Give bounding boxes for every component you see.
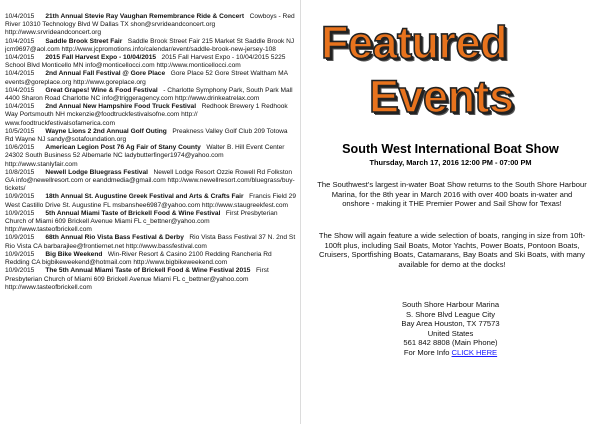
show-title: South West International Boat Show xyxy=(342,142,559,156)
event-date: 10/9/2015 xyxy=(5,209,35,217)
show-description-2: The Show will again feature a wide selection of boats, ranging in size from 10ft-100ft plus, including Sail Boats, Motor Yachts, Power Boats, Pontoon Boats, Cruisers, Sportfishing Boats, Catamarans, Bay Boats and Ski Boats, with many available for demo at the docks! xyxy=(318,231,586,269)
event-name: 18th Annual St. Augustine Greek Festival and Arts & Crafts Fair xyxy=(45,193,244,201)
event-date: 10/4/2015 xyxy=(5,103,35,111)
event-name: 68th Annual Rio Vista Bass Festival & Derby xyxy=(45,234,184,242)
event-date: 10/9/2015 xyxy=(5,267,35,275)
event-date: 10/5/2015 xyxy=(5,127,35,135)
event-name: American Legion Post 76 Ag Fair of Stany County xyxy=(45,144,201,152)
address-line-1: South Shore Harbour Marina xyxy=(401,300,500,309)
event-details: Redhook Brewery 1 Redhook Way Portsmouth NH mckenzie@foodtruckfestivalsofne.com http:// www.foodtruckfestivalsofamerica.com xyxy=(5,103,288,127)
event-entry xyxy=(5,128,297,144)
event-details: Cowboys - Red River 10310 Technology Blvd W Dallas TX shon@srvrideandconcert.org http://www.srvrideandconcert.org xyxy=(5,13,295,37)
event-details: First Presbyterian Church of Miami 609 Brickell Avenue Miami FL c_bettner@yahoo.com http://www.tasteofbrickell.com xyxy=(5,267,269,291)
show-description-1: The Southwest's largest in-water Boat Show returns to the South Shore Harbour Marina, for the 8th year in March 2016 with over 400 boats in-water and onshore - making it THE Premier Power and Sail Show for Texas! xyxy=(317,180,587,209)
event-entry xyxy=(5,210,297,235)
more-info-line xyxy=(301,348,600,358)
address-phone: 561 842 8808 (Main Phone) xyxy=(403,338,498,348)
event-date: 10/4/2015 xyxy=(5,70,35,78)
event-date: 10/4/2015 xyxy=(5,86,35,94)
event-details: Gore Place 52 Gore Street Waltham MA events@goreplace.org http://www.goreplace.org xyxy=(5,70,288,86)
event-entry xyxy=(5,267,297,292)
event-details: - Charlotte Symphony Park, South Park Mall 4400 Sharon Road Charlotte NC info@triggeragency.com http://www.drinkeatrelax.com xyxy=(5,86,293,103)
event-entry xyxy=(5,193,297,209)
event-name: 2nd Annual Fall Festival @ Gore Place xyxy=(45,70,166,78)
event-date: 10/9/2015 xyxy=(5,234,35,242)
event-name: Saddle Brook Street Fair xyxy=(45,37,123,45)
event-entry xyxy=(5,251,297,267)
event-name: 2015 Fall Harvest Expo - 10/04/2015 xyxy=(45,54,157,62)
event-entry xyxy=(5,234,297,250)
event-details: Walter B. Hill Event Center 24302 South Business 52 Albemarle NC ladybutterfinger1974@yahoo.com http://www.stanlyfair.com xyxy=(5,144,285,168)
event-details: Win-River Resort & Casino 2100 Redding Rancheria Rd Redding CA bigbikeweekend@hotmail.com http://www.bigbikeweekend.com xyxy=(5,250,272,267)
event-entry xyxy=(5,169,297,194)
click-here-link[interactable]: CLICK HERE xyxy=(451,347,498,357)
event-name: The 5th Annual Miami Taste of Brickell Food & Wine Festival 2015 xyxy=(45,267,251,275)
event-name: 21th Annual Stevie Ray Vaughan Remembrance Ride & Concert xyxy=(45,13,245,20)
address-line-3: Bay Area Houston, TX 77573 xyxy=(401,319,500,329)
banner-word-featured: Featured xyxy=(321,17,508,68)
event-date: 10/4/2015 xyxy=(5,37,35,45)
event-details: Rio Vista Bass Festival 37 N. 2nd St Rio Vista CA barbarajlee@frontiernet.net http://www.bassfestival.com xyxy=(5,234,296,250)
address-line-2: S. Shore Blvd League City xyxy=(405,309,496,319)
event-name: 5th Annual Miami Taste of Brickell Food & Wine Festival xyxy=(45,209,221,217)
address-line-4: United States xyxy=(427,328,474,338)
event-details: Preakness Valley Golf Club 209 Totowa Rd Wayne NJ sandy@sotafoundation.org xyxy=(5,127,288,144)
event-date: 10/6/2015 xyxy=(5,144,35,152)
event-entry xyxy=(5,70,297,86)
event-entry xyxy=(5,38,297,54)
event-date: 10/8/2015 xyxy=(5,168,35,176)
event-name: Newell Lodge Bluegrass Festival xyxy=(45,168,148,176)
venue-address xyxy=(301,300,600,358)
event-details: Saddle Brook Street Fair 215 Market St Saddle Brook NJ jcm9697@aol.com http://www.jcpromotions.info/calendar/event/saddle-brook-new-jersey-108 xyxy=(5,37,295,53)
show-date: Thursday, March 17, 2016 12:00 PM - 07:00 PM xyxy=(369,158,532,167)
event-entry xyxy=(5,87,297,103)
event-date: 10/4/2015 xyxy=(5,13,35,20)
event-details: 2015 Fall Harvest Expo - 10/04/2015 5225 School Blvd Monticello MN info@monticellocci.com http://www.monticellocci.com xyxy=(5,54,286,70)
featured-events-banner xyxy=(317,16,584,136)
event-entry xyxy=(5,54,297,70)
event-listing xyxy=(5,13,297,418)
event-entry xyxy=(5,103,297,128)
banner-word-events: Events xyxy=(369,71,514,122)
event-entry xyxy=(5,13,297,38)
event-date: 10/4/2015 xyxy=(5,54,35,62)
event-name: Great Grapes! Wine & Food Festival xyxy=(45,86,158,94)
event-entry xyxy=(5,144,297,169)
event-name: Wayne Lions 2 2nd Annual Golf Outing xyxy=(45,127,167,135)
more-info-label: For More Info xyxy=(403,347,452,357)
event-date: 10/9/2015 xyxy=(5,193,35,201)
event-name: 2nd Annual New Hampshire Food Truck Festival xyxy=(45,103,197,111)
featured-event-panel xyxy=(301,0,600,424)
event-name: Big Bike Weekend xyxy=(45,250,103,258)
event-details: Newell Lodge Resort Ozzie Rowell Rd Folkston GA info@newellresort.com or eanddmedia@gmail.com http://www.newellresort.com/bluegrass/buy-tickets/ xyxy=(5,168,295,193)
event-details: Francis Field 29 West Castillo Drive St. Augustine FL msbanshee6987@yahoo.com http://www.staugreekfest.com xyxy=(5,193,296,209)
event-details: First Presbyterian Church of Miami 609 Brickell Avenue Miami FL c_bettner@yahoo.com http://www.tasteofbrickell.com xyxy=(5,209,278,234)
event-date: 10/9/2015 xyxy=(5,250,35,258)
